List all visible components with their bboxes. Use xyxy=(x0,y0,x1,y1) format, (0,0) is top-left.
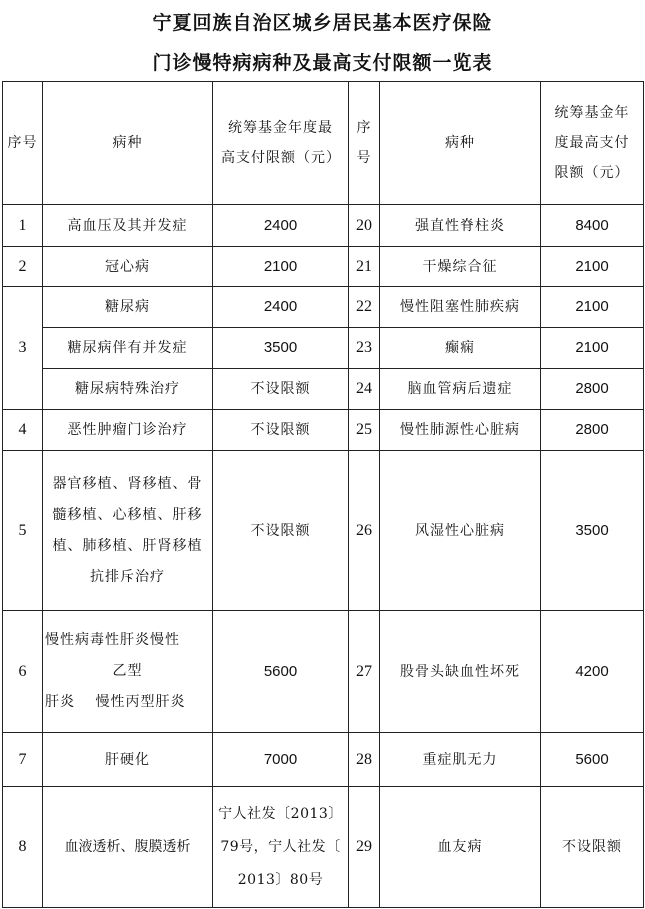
disease-cell: 血液透析、腹膜透析 xyxy=(43,787,213,908)
limit-cell-2: 4200 xyxy=(541,611,644,733)
table-row xyxy=(3,205,644,247)
seq-cell: 6 xyxy=(3,611,43,733)
limit-cell-2: 2800 xyxy=(541,410,644,451)
disease-cell-2: 慢性肺源性心脏病 xyxy=(380,410,541,451)
seq-cell-2: 20 xyxy=(349,205,380,247)
disease-cell: 糖尿病特殊治疗 xyxy=(43,369,213,410)
table-row xyxy=(3,733,644,787)
document-title-line2: 门诊慢特病病种及最高支付限额一览表 xyxy=(152,52,493,74)
disease-cell-2: 血友病 xyxy=(380,787,541,908)
seq-cell: 1 xyxy=(3,205,43,247)
seq-cell: 4 xyxy=(3,410,43,451)
table-row xyxy=(3,247,644,287)
limit-cell-2: 2100 xyxy=(541,247,644,287)
disease-cell: 冠心病 xyxy=(43,247,213,287)
seq-cell-2: 23 xyxy=(349,328,380,369)
table-row xyxy=(3,287,644,328)
disease-cell-2: 重症肌无力 xyxy=(380,733,541,787)
seq-cell: 7 xyxy=(3,733,43,787)
table-row xyxy=(3,410,644,451)
disease-cell: 慢性病毒性肝炎慢性 乙型 肝炎 慢性丙型肝炎 xyxy=(43,611,213,733)
limit-cell-2: 不设限额 xyxy=(541,787,644,908)
limit-cell-2: 5600 xyxy=(541,733,644,787)
table-row xyxy=(3,611,644,733)
limit-cell: 宁人社发〔2013〕 79号，宁人社发〔 2013〕80号 xyxy=(213,787,349,908)
disease-cell: 肝硬化 xyxy=(43,733,213,787)
table-header-row xyxy=(3,82,644,205)
limit-cell: 2400 xyxy=(213,287,349,328)
document-title-line1: 宁夏回族自治区城乡居民基本医疗保险 xyxy=(152,12,493,34)
disease-cell-2: 股骨头缺血性坏死 xyxy=(380,611,541,733)
limit-cell-2: 2100 xyxy=(541,328,644,369)
header-seq-2: 序 号 xyxy=(349,82,380,205)
limit-cell: 2100 xyxy=(213,247,349,287)
header-disease: 病种 xyxy=(43,82,213,205)
disease-cell: 高血压及其并发症 xyxy=(43,205,213,247)
seq-cell-2: 24 xyxy=(349,369,380,410)
limit-cell: 3500 xyxy=(213,328,349,369)
limit-cell: 7000 xyxy=(213,733,349,787)
header-disease-2: 病种 xyxy=(380,82,541,205)
disease-cell-2: 慢性阻塞性肺疾病 xyxy=(380,287,541,328)
disease-cell-2: 干燥综合征 xyxy=(380,247,541,287)
disease-cell-2: 脑血管病后遗症 xyxy=(380,369,541,410)
disease-cell-2: 强直性脊柱炎 xyxy=(380,205,541,247)
seq-cell: 5 xyxy=(3,451,43,611)
seq-cell: 2 xyxy=(3,247,43,287)
limit-cell: 不设限额 xyxy=(213,410,349,451)
seq-cell-2: 26 xyxy=(349,451,380,611)
table-row xyxy=(3,451,644,611)
disease-cell: 恶性肿瘤门诊治疗 xyxy=(43,410,213,451)
limit-cell: 不设限额 xyxy=(213,451,349,611)
seq-cell-2: 29 xyxy=(349,787,380,908)
header-limit-2: 统筹基金年 度最高支付 限额（元） xyxy=(541,82,644,205)
limit-cell-2: 2800 xyxy=(541,369,644,410)
limit-cell: 2400 xyxy=(213,205,349,247)
limit-cell-2: 8400 xyxy=(541,205,644,247)
table-row xyxy=(3,328,644,369)
disease-cell-2: 癫痫 xyxy=(380,328,541,369)
disease-cell: 糖尿病 xyxy=(43,287,213,328)
seq-cell-2: 21 xyxy=(349,247,380,287)
limit-cell-2: 3500 xyxy=(541,451,644,611)
limit-cell: 5600 xyxy=(213,611,349,733)
disease-cell-2: 风湿性心脏病 xyxy=(380,451,541,611)
seq-cell-2: 28 xyxy=(349,733,380,787)
seq-cell: 8 xyxy=(3,787,43,908)
seq-cell: 3 xyxy=(3,287,43,410)
header-limit: 统筹基金年度最高支付限额（元） xyxy=(213,82,349,205)
limit-cell-2: 2100 xyxy=(541,287,644,328)
table-row xyxy=(3,369,644,410)
table-row xyxy=(3,787,644,908)
disease-limit-table xyxy=(2,81,644,908)
header-seq: 序号 xyxy=(3,82,43,205)
disease-cell: 糖尿病伴有并发症 xyxy=(43,328,213,369)
seq-cell-2: 27 xyxy=(349,611,380,733)
seq-cell-2: 25 xyxy=(349,410,380,451)
limit-cell: 不设限额 xyxy=(213,369,349,410)
seq-cell-2: 22 xyxy=(349,287,380,328)
disease-cell: 器官移植、肾移植、骨 髓移植、心移植、肝移 植、肺移植、肝肾移植 抗排斥治疗 xyxy=(43,451,213,611)
